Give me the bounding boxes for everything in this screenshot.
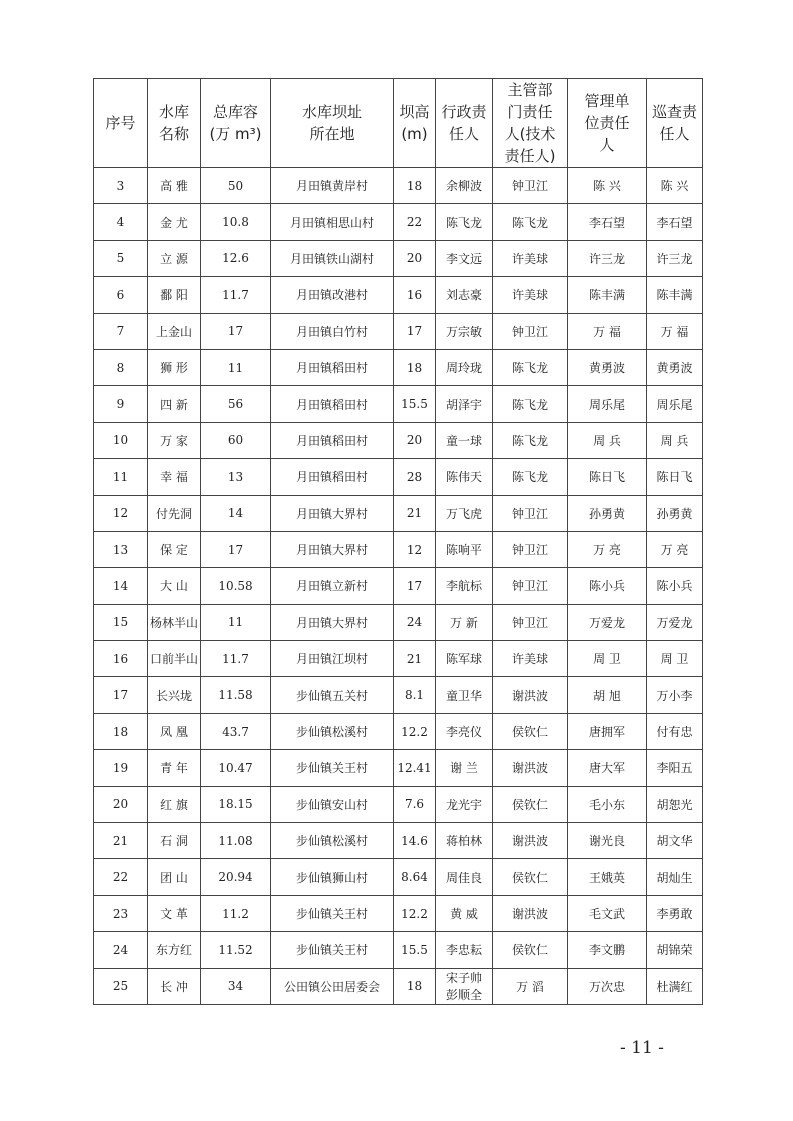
table-cell: 3 bbox=[94, 168, 148, 204]
table-cell: 四 新 bbox=[148, 386, 201, 422]
table-cell: 周乐尾 bbox=[568, 386, 647, 422]
table-cell: 万次忠 bbox=[568, 968, 647, 1004]
table-cell: 胡灿生 bbox=[647, 859, 703, 895]
table-cell: 18 bbox=[394, 168, 436, 204]
table-cell: 万 新 bbox=[436, 604, 493, 640]
table-cell: 石 洞 bbox=[148, 823, 201, 859]
table-cell: 唐大军 bbox=[568, 750, 647, 786]
table-cell: 20 bbox=[394, 422, 436, 458]
table-cell: 10.47 bbox=[201, 750, 271, 786]
table-cell: 黄 威 bbox=[436, 895, 493, 931]
table-cell: 月田镇稻田村 bbox=[271, 459, 394, 495]
table-cell: 43.7 bbox=[201, 713, 271, 749]
table-cell: 付先洞 bbox=[148, 495, 201, 531]
table-cell: 陈 兴 bbox=[568, 168, 647, 204]
table-cell: 万小李 bbox=[647, 677, 703, 713]
table-cell: 万飞虎 bbox=[436, 495, 493, 531]
table-row bbox=[94, 750, 703, 786]
table-cell: 月田镇相思山村 bbox=[271, 204, 394, 240]
table-cell: 谢 兰 bbox=[436, 750, 493, 786]
column-header: 主管部 门责任 人(技术 责任人) bbox=[493, 79, 568, 168]
table-cell: 11 bbox=[201, 604, 271, 640]
table-cell: 月田镇铁山湖村 bbox=[271, 240, 394, 276]
table-cell: 李阳五 bbox=[647, 750, 703, 786]
table-cell: 10 bbox=[94, 422, 148, 458]
table-cell: 22 bbox=[394, 204, 436, 240]
table-cell: 胡泽宇 bbox=[436, 386, 493, 422]
table-cell: 万 家 bbox=[148, 422, 201, 458]
table-cell: 周佳良 bbox=[436, 859, 493, 895]
page-number: - 11 - bbox=[620, 1038, 664, 1058]
table-cell: 陈日飞 bbox=[647, 459, 703, 495]
table-cell: 龙光宇 bbox=[436, 786, 493, 822]
table-cell: 李忠耘 bbox=[436, 932, 493, 968]
table-cell: 谢光良 bbox=[568, 823, 647, 859]
table-cell: 7 bbox=[94, 313, 148, 349]
table-cell: 13 bbox=[201, 459, 271, 495]
table-cell: 许三龙 bbox=[568, 240, 647, 276]
table-cell: 11.7 bbox=[201, 641, 271, 677]
table-cell: 月田镇江坝村 bbox=[271, 641, 394, 677]
table-cell: 毛小东 bbox=[568, 786, 647, 822]
table-cell: 童一球 bbox=[436, 422, 493, 458]
table-row bbox=[94, 968, 703, 1004]
table-cell: 60 bbox=[201, 422, 271, 458]
table-cell: 陈飞龙 bbox=[436, 204, 493, 240]
table-cell: 8.64 bbox=[394, 859, 436, 895]
table-cell: 谢洪波 bbox=[493, 677, 568, 713]
table-cell: 东方红 bbox=[148, 932, 201, 968]
table-cell: 黄勇波 bbox=[568, 349, 647, 385]
table-cell: 万爱龙 bbox=[647, 604, 703, 640]
table-cell: 陈伟天 bbox=[436, 459, 493, 495]
table-row bbox=[94, 313, 703, 349]
table-row bbox=[94, 459, 703, 495]
column-header: 水库坝址 所在地 bbox=[271, 79, 394, 168]
table-cell: 步仙镇松溪村 bbox=[271, 823, 394, 859]
table-cell: 红 旗 bbox=[148, 786, 201, 822]
table-cell: 8.1 bbox=[394, 677, 436, 713]
table-cell: 周 卫 bbox=[568, 641, 647, 677]
table-cell: 侯钦仁 bbox=[493, 932, 568, 968]
table-cell: 陈飞龙 bbox=[493, 386, 568, 422]
table-cell: 许美球 bbox=[493, 277, 568, 313]
table-cell: 10.8 bbox=[201, 204, 271, 240]
table-row bbox=[94, 932, 703, 968]
table-cell: 鄱 阳 bbox=[148, 277, 201, 313]
table-cell: 杨林半山 bbox=[148, 604, 201, 640]
table-cell: 12 bbox=[394, 531, 436, 567]
table-cell: 56 bbox=[201, 386, 271, 422]
table-cell: 侯钦仁 bbox=[493, 786, 568, 822]
table-cell: 陈日飞 bbox=[568, 459, 647, 495]
table-cell: 立 源 bbox=[148, 240, 201, 276]
table-cell: 蒋柏林 bbox=[436, 823, 493, 859]
table-row bbox=[94, 641, 703, 677]
table-cell: 月田镇黄岸村 bbox=[271, 168, 394, 204]
table-cell: 李亮仪 bbox=[436, 713, 493, 749]
table-cell: 24 bbox=[394, 604, 436, 640]
table-cell: 21 bbox=[394, 641, 436, 677]
table-cell: 17 bbox=[94, 677, 148, 713]
table-cell: 周 兵 bbox=[647, 422, 703, 458]
table-row bbox=[94, 168, 703, 204]
table-cell: 余柳波 bbox=[436, 168, 493, 204]
table-cell: 步仙镇狮山村 bbox=[271, 859, 394, 895]
table-cell: 23 bbox=[94, 895, 148, 931]
table-cell: 24 bbox=[94, 932, 148, 968]
table-cell: 14.6 bbox=[394, 823, 436, 859]
table-cell: 钟卫江 bbox=[493, 531, 568, 567]
table-cell: 胡锦荣 bbox=[647, 932, 703, 968]
table-cell: 钟卫江 bbox=[493, 568, 568, 604]
table-cell: 步仙镇松溪村 bbox=[271, 713, 394, 749]
table-cell: 18 bbox=[94, 713, 148, 749]
table-cell: 许三龙 bbox=[647, 240, 703, 276]
table-cell: 万 福 bbox=[568, 313, 647, 349]
table-cell: 团 山 bbox=[148, 859, 201, 895]
table-cell: 唐拥军 bbox=[568, 713, 647, 749]
table-cell: 12.2 bbox=[394, 713, 436, 749]
table-cell: 长 冲 bbox=[148, 968, 201, 1004]
table-cell: 万 亮 bbox=[647, 531, 703, 567]
table-header-row bbox=[94, 79, 703, 168]
table-cell: 许美球 bbox=[493, 240, 568, 276]
table-cell: 谢洪波 bbox=[493, 823, 568, 859]
table-cell: 陈飞龙 bbox=[493, 204, 568, 240]
table-cell: 步仙镇关王村 bbox=[271, 750, 394, 786]
table-row bbox=[94, 677, 703, 713]
table-cell: 16 bbox=[94, 641, 148, 677]
table-cell: 周 卫 bbox=[647, 641, 703, 677]
table-cell: 11 bbox=[94, 459, 148, 495]
table-cell: 高 雅 bbox=[148, 168, 201, 204]
table-cell: 15 bbox=[94, 604, 148, 640]
table-cell: 许美球 bbox=[493, 641, 568, 677]
column-header: 行政责 任人 bbox=[436, 79, 493, 168]
table-cell: 步仙镇关王村 bbox=[271, 895, 394, 931]
table-cell: 公田镇公田居委会 bbox=[271, 968, 394, 1004]
table-cell: 童卫华 bbox=[436, 677, 493, 713]
table-cell: 狮 形 bbox=[148, 349, 201, 385]
table-cell: 陈小兵 bbox=[647, 568, 703, 604]
table-row bbox=[94, 240, 703, 276]
table-cell: 上金山 bbox=[148, 313, 201, 349]
table-cell: 14 bbox=[201, 495, 271, 531]
table-cell: 胡 旭 bbox=[568, 677, 647, 713]
table-cell: 50 bbox=[201, 168, 271, 204]
table-cell: 15.5 bbox=[394, 386, 436, 422]
table-cell: 12 bbox=[94, 495, 148, 531]
table-cell: 月田镇改港村 bbox=[271, 277, 394, 313]
table-cell: 杜满红 bbox=[647, 968, 703, 1004]
table-cell: 钟卫江 bbox=[493, 313, 568, 349]
table-cell: 11.52 bbox=[201, 932, 271, 968]
table-cell: 18.15 bbox=[201, 786, 271, 822]
table-cell: 大 山 bbox=[148, 568, 201, 604]
table-cell: 王娥英 bbox=[568, 859, 647, 895]
table-cell: 万爱龙 bbox=[568, 604, 647, 640]
table-cell: 19 bbox=[94, 750, 148, 786]
table-cell: 月田镇稻田村 bbox=[271, 422, 394, 458]
table-cell: 17 bbox=[201, 313, 271, 349]
table-cell: 万宗敏 bbox=[436, 313, 493, 349]
table-cell: 11.7 bbox=[201, 277, 271, 313]
column-header: 坝高 (m) bbox=[394, 79, 436, 168]
table-cell: 8 bbox=[94, 349, 148, 385]
table-cell: 12.41 bbox=[394, 750, 436, 786]
table-cell: 陈飞龙 bbox=[493, 459, 568, 495]
table-cell: 胡恕光 bbox=[647, 786, 703, 822]
table-row bbox=[94, 859, 703, 895]
table-cell: 11.58 bbox=[201, 677, 271, 713]
table-cell: 月田镇稻田村 bbox=[271, 386, 394, 422]
table-cell: 17 bbox=[394, 313, 436, 349]
table-row bbox=[94, 713, 703, 749]
table-cell: 宋子帅 彭顺全 bbox=[436, 968, 493, 1004]
table-cell: 李石望 bbox=[647, 204, 703, 240]
table-cell: 14 bbox=[94, 568, 148, 604]
table-cell: 李石望 bbox=[568, 204, 647, 240]
table-cell: 李文远 bbox=[436, 240, 493, 276]
table-cell: 万 亮 bbox=[568, 531, 647, 567]
table-row bbox=[94, 823, 703, 859]
table-cell: 25 bbox=[94, 968, 148, 1004]
column-header: 序号 bbox=[94, 79, 148, 168]
table-cell: 20 bbox=[394, 240, 436, 276]
table-cell: 7.6 bbox=[394, 786, 436, 822]
table-cell: 34 bbox=[201, 968, 271, 1004]
table-cell: 周 兵 bbox=[568, 422, 647, 458]
table-cell: 18 bbox=[394, 968, 436, 1004]
table-cell: 谢洪波 bbox=[493, 895, 568, 931]
table-cell: 青 年 bbox=[148, 750, 201, 786]
table-cell: 陈飞龙 bbox=[493, 349, 568, 385]
table-cell: 22 bbox=[94, 859, 148, 895]
table-cell: 金 尤 bbox=[148, 204, 201, 240]
table-cell: 陈飞龙 bbox=[493, 422, 568, 458]
table-cell: 钟卫江 bbox=[493, 495, 568, 531]
table-row bbox=[94, 895, 703, 931]
table-cell: 刘志豪 bbox=[436, 277, 493, 313]
table-cell: 11 bbox=[201, 349, 271, 385]
table-row bbox=[94, 277, 703, 313]
table-cell: 9 bbox=[94, 386, 148, 422]
table-cell: 21 bbox=[394, 495, 436, 531]
table-cell: 11.2 bbox=[201, 895, 271, 931]
table-cell: 陈丰满 bbox=[647, 277, 703, 313]
table-row bbox=[94, 786, 703, 822]
table-cell: 幸 福 bbox=[148, 459, 201, 495]
table-cell: 28 bbox=[394, 459, 436, 495]
table-cell: 16 bbox=[394, 277, 436, 313]
table-cell: 步仙镇五关村 bbox=[271, 677, 394, 713]
table-row bbox=[94, 204, 703, 240]
table-row bbox=[94, 531, 703, 567]
table-cell: 保 定 bbox=[148, 531, 201, 567]
reservoir-responsibility-table bbox=[93, 78, 703, 1005]
table-cell: 月田镇立新村 bbox=[271, 568, 394, 604]
table-cell: 胡文华 bbox=[647, 823, 703, 859]
table-cell: 月田镇大界村 bbox=[271, 604, 394, 640]
table-cell: 孙勇黄 bbox=[568, 495, 647, 531]
table-cell: 孙勇黄 bbox=[647, 495, 703, 531]
table-cell: 黄勇波 bbox=[647, 349, 703, 385]
table-row bbox=[94, 568, 703, 604]
table-cell: 李航标 bbox=[436, 568, 493, 604]
table-cell: 口前半山 bbox=[148, 641, 201, 677]
table-cell: 长兴垅 bbox=[148, 677, 201, 713]
table-cell: 月田镇稻田村 bbox=[271, 349, 394, 385]
table-cell: 15.5 bbox=[394, 932, 436, 968]
table-row bbox=[94, 422, 703, 458]
table-cell: 18 bbox=[394, 349, 436, 385]
column-header: 管理单 位责任 人 bbox=[568, 79, 647, 168]
table-cell: 陈小兵 bbox=[568, 568, 647, 604]
table-cell: 12.6 bbox=[201, 240, 271, 276]
table-cell: 李勇敢 bbox=[647, 895, 703, 931]
table-row bbox=[94, 349, 703, 385]
table-row bbox=[94, 386, 703, 422]
table-cell: 月田镇白竹村 bbox=[271, 313, 394, 349]
table-cell: 周玲珑 bbox=[436, 349, 493, 385]
table-cell: 陈军球 bbox=[436, 641, 493, 677]
table-cell: 侯钦仁 bbox=[493, 859, 568, 895]
column-header: 巡查责 任人 bbox=[647, 79, 703, 168]
table-cell: 10.58 bbox=[201, 568, 271, 604]
table-cell: 毛文武 bbox=[568, 895, 647, 931]
table-cell: 陈 兴 bbox=[647, 168, 703, 204]
table-cell: 周乐尾 bbox=[647, 386, 703, 422]
table-cell: 13 bbox=[94, 531, 148, 567]
table-cell: 钟卫江 bbox=[493, 168, 568, 204]
column-header: 总库容 (万 m³) bbox=[201, 79, 271, 168]
table-cell: 陈丰满 bbox=[568, 277, 647, 313]
table-cell: 李文鹏 bbox=[568, 932, 647, 968]
table-cell: 12.2 bbox=[394, 895, 436, 931]
table-cell: 谢洪波 bbox=[493, 750, 568, 786]
table-cell: 21 bbox=[94, 823, 148, 859]
table-cell: 月田镇大界村 bbox=[271, 531, 394, 567]
table-cell: 17 bbox=[394, 568, 436, 604]
table-cell: 17 bbox=[201, 531, 271, 567]
table-cell: 月田镇大界村 bbox=[271, 495, 394, 531]
table-row bbox=[94, 495, 703, 531]
table-cell: 文 革 bbox=[148, 895, 201, 931]
table-cell: 11.08 bbox=[201, 823, 271, 859]
table-cell: 万 滔 bbox=[493, 968, 568, 1004]
table-cell: 4 bbox=[94, 204, 148, 240]
table-cell: 万 福 bbox=[647, 313, 703, 349]
table-cell: 钟卫江 bbox=[493, 604, 568, 640]
table-cell: 步仙镇安山村 bbox=[271, 786, 394, 822]
table-cell: 20.94 bbox=[201, 859, 271, 895]
table-cell: 5 bbox=[94, 240, 148, 276]
column-header: 水库 名称 bbox=[148, 79, 201, 168]
table-cell: 6 bbox=[94, 277, 148, 313]
table-cell: 付有忠 bbox=[647, 713, 703, 749]
table-cell: 侯钦仁 bbox=[493, 713, 568, 749]
table-cell: 20 bbox=[94, 786, 148, 822]
table-cell: 步仙镇关王村 bbox=[271, 932, 394, 968]
table-cell: 凤 凰 bbox=[148, 713, 201, 749]
table-row bbox=[94, 604, 703, 640]
table-cell: 陈响平 bbox=[436, 531, 493, 567]
